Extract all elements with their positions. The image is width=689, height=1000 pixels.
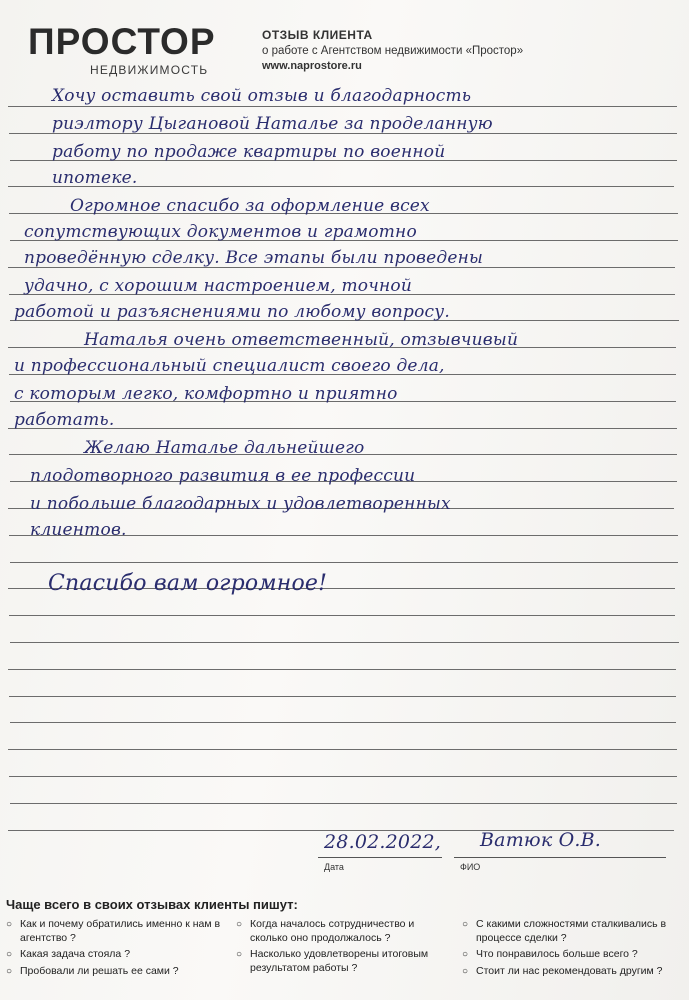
footer-title: Чаще всего в своих отзывах клиенты пишут: bbox=[6, 897, 298, 912]
footer-hint-text: Какая задача стояла ? bbox=[20, 948, 131, 960]
footer-hint bbox=[236, 918, 446, 945]
bullet-icon: ○ bbox=[6, 965, 13, 977]
name-line bbox=[454, 857, 666, 858]
footer-hint bbox=[462, 918, 684, 945]
bullet-icon: ○ bbox=[6, 919, 13, 930]
ruled-line bbox=[9, 615, 675, 616]
footer-hint bbox=[462, 965, 684, 979]
handwriting-line: работать. bbox=[14, 410, 115, 430]
bullet-icon: ○ bbox=[462, 965, 469, 977]
handwriting-line: Хочу оставить свой отзыв и благодарность bbox=[52, 86, 472, 106]
footer-hint bbox=[6, 918, 226, 945]
handwriting-line: сопутствующих документов и грамотно bbox=[24, 222, 417, 242]
ruled-line bbox=[8, 669, 676, 670]
bullet-icon: ○ bbox=[236, 919, 243, 930]
footer-hint bbox=[6, 948, 226, 962]
footer-hint-text: Что понравилось больше всего ? bbox=[476, 948, 638, 960]
bullet-icon: ○ bbox=[6, 949, 13, 960]
ruled-line bbox=[10, 803, 677, 804]
handwriting-line: клиентов. bbox=[30, 520, 127, 540]
handwriting-line: и побольше благодарных и удовлетворенных bbox=[30, 494, 451, 514]
footer-hint-text: С какими сложностями сталкивались в процессе сделки ? bbox=[476, 918, 667, 944]
footer-hint-text: Как и почему обратились именно к нам в агентство ? bbox=[20, 918, 221, 944]
name-value: Ватюк О.В. bbox=[480, 829, 602, 851]
handwriting-line: с которым легко, комфортно и приятно bbox=[14, 384, 398, 404]
date-value: 28.02.2022, bbox=[324, 831, 442, 853]
footer-hint-text: Стоит ли нас рекомендовать другим ? bbox=[476, 964, 663, 977]
footer-column-1 bbox=[6, 918, 226, 981]
ruled-line bbox=[8, 749, 677, 750]
agency-logo bbox=[28, 22, 218, 78]
footer-hint-text: Насколько удовлетворены итоговым результатом работы ? bbox=[250, 948, 429, 974]
ruled-line bbox=[8, 106, 677, 107]
footer-hint bbox=[6, 965, 226, 979]
date-label: Дата bbox=[324, 862, 344, 872]
handwriting-line: удачно, с хорошим настроением, точной bbox=[24, 276, 412, 296]
ruled-line bbox=[10, 642, 679, 643]
name-label: ФИО bbox=[460, 862, 481, 872]
handwriting-line: проведённую сделку. Все этапы были проведены bbox=[24, 248, 484, 268]
form-subtitle: о работе с Агентством недвижимости «Простор» bbox=[262, 45, 524, 57]
ruled-line bbox=[10, 562, 678, 563]
handwriting-line: плодотворного развития в ее профессии bbox=[30, 466, 416, 486]
footer-column-2 bbox=[236, 918, 446, 978]
footer-hint-text: Когда началось сотрудничество и сколько оно продолжалось ? bbox=[250, 918, 415, 944]
footer-hint bbox=[462, 948, 684, 962]
ruled-line bbox=[9, 696, 676, 697]
footer-hint-text: Пробовали ли решать ее сами ? bbox=[20, 964, 179, 977]
form-header bbox=[262, 28, 662, 72]
handwriting-line: Огромное спасибо за оформление всех bbox=[70, 196, 430, 216]
bullet-icon: ○ bbox=[462, 949, 469, 960]
logo-wordmark: ПРОСТОР bbox=[28, 21, 216, 62]
logo-subtitle: НЕДВИЖИМОСТЬ bbox=[90, 63, 209, 77]
handwriting-line: Спасибо вам огромное! bbox=[48, 571, 328, 596]
footer-column-3 bbox=[462, 918, 684, 981]
ruled-line bbox=[10, 722, 676, 723]
ruled-line bbox=[9, 776, 677, 777]
handwriting-line: риэлтору Цыгановой Наталье за проделанную bbox=[52, 114, 493, 134]
bullet-icon: ○ bbox=[462, 919, 469, 930]
date-line bbox=[318, 857, 442, 858]
handwriting-line: Желаю Наталье дальнейшего bbox=[84, 438, 365, 458]
website-link: www.naprostore.ru bbox=[262, 60, 362, 72]
handwriting-line: работу по продаже квартиры по военной bbox=[52, 142, 446, 162]
handwriting-line: Наталья очень ответственный, отзывчивый bbox=[84, 330, 519, 350]
footer-hint bbox=[236, 948, 446, 975]
handwriting-line: ипотеке. bbox=[52, 168, 138, 188]
handwriting-line: работой и разъяснениями по любому вопросу. bbox=[14, 302, 450, 322]
bullet-icon: ○ bbox=[236, 949, 243, 960]
handwriting-line: и профессиональный специалист своего дела, bbox=[14, 356, 445, 376]
form-title: ОТЗЫВ КЛИЕНТА bbox=[262, 28, 373, 42]
